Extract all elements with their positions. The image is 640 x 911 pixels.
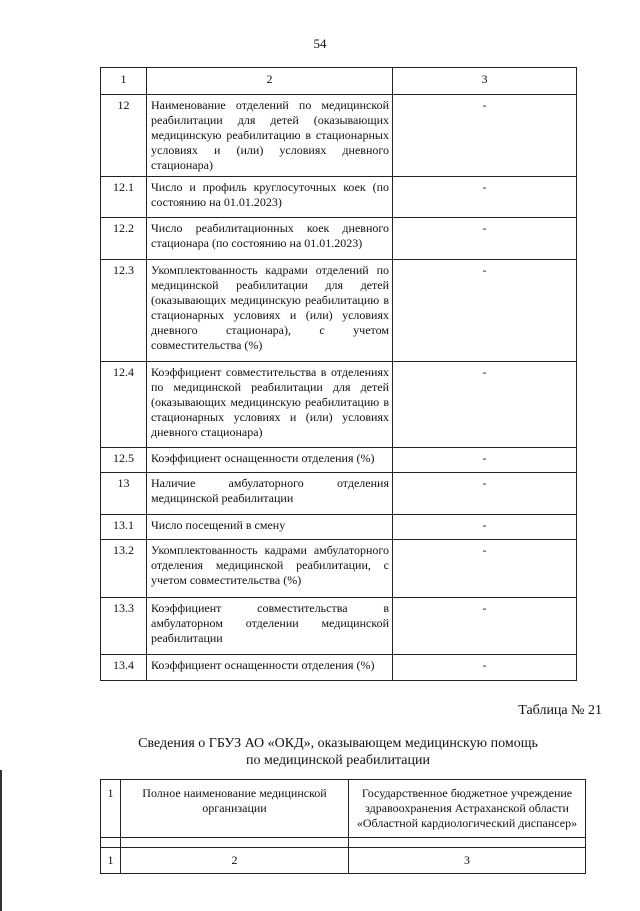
row-value: - (393, 448, 577, 473)
row-value: - (393, 260, 577, 362)
org-header-row (101, 780, 586, 838)
header-col-2: 2 (147, 68, 393, 95)
org-row-number: 1 (101, 780, 121, 838)
table-row (101, 448, 577, 473)
table-row (101, 655, 577, 681)
row-number: 13 (101, 473, 147, 515)
spacer-cell (101, 838, 121, 848)
table-row (101, 515, 577, 540)
table-header-row (101, 68, 577, 95)
table-row (101, 473, 577, 515)
org-col-number-1: 1 (101, 848, 121, 874)
row-value: - (393, 515, 577, 540)
row-number: 13.3 (101, 598, 147, 655)
table-row (101, 362, 577, 448)
organization-table (100, 779, 586, 874)
org-name-value: Государственное бюджетное учреждение здравоохранения Астраханской области «Областной кардиологический диспансер» (349, 780, 586, 838)
row-number: 12.2 (101, 218, 147, 260)
row-description: Число реабилитационных коек дневного стационара (по состоянию на 01.01.2023) (147, 218, 393, 260)
spacer-cell (121, 838, 349, 848)
row-number: 12.5 (101, 448, 147, 473)
row-description: Коэффициент оснащенности отделения (%) (147, 655, 393, 681)
row-description: Наличие амбулаторного отделения медицинской реабилитации (147, 473, 393, 515)
org-col-number-2: 2 (121, 848, 349, 874)
header-col-1: 1 (101, 68, 147, 95)
row-value: - (393, 177, 577, 218)
row-description: Число и профиль круглосуточных коек (по состоянию на 01.01.2023) (147, 177, 393, 218)
row-value: - (393, 655, 577, 681)
row-value: - (393, 598, 577, 655)
table-row (101, 598, 577, 655)
row-number: 12.3 (101, 260, 147, 362)
scan-edge-line (0, 770, 2, 911)
row-number: 12 (101, 95, 147, 177)
row-number: 12.4 (101, 362, 147, 448)
row-number: 12.1 (101, 177, 147, 218)
row-value: - (393, 473, 577, 515)
table-label: Таблица № 21 (518, 703, 602, 718)
table-row (101, 260, 577, 362)
row-description: Коэффициент оснащенности отделения (%) (147, 448, 393, 473)
section-title-line-1: Сведения о ГБУЗ АО «ОКД», оказывающем медицинскую помощь (138, 736, 538, 751)
table-row (101, 95, 577, 177)
page-number: 54 (313, 36, 327, 51)
org-numbers-row (101, 848, 586, 874)
medical-rehab-table (100, 67, 577, 681)
org-name-label: Полное наименование медицинской организации (121, 780, 349, 838)
row-value: - (393, 540, 577, 598)
row-description: Наименование отделений по медицинской реабилитации для детей (оказывающих медицинскую реабилитацию в стационарных условиях и (или) условиях дневного стационара) (147, 95, 393, 177)
row-number: 13.4 (101, 655, 147, 681)
section-title (100, 735, 576, 769)
row-description: Коэффициент совместительства в амбулаторном отделении медицинской реабилитации (147, 598, 393, 655)
row-value: - (393, 362, 577, 448)
row-number: 13.1 (101, 515, 147, 540)
row-value: - (393, 95, 577, 177)
row-value: - (393, 218, 577, 260)
table-row (101, 177, 577, 218)
row-description: Число посещений в смену (147, 515, 393, 540)
spacer-cell (349, 838, 586, 848)
section-title-line-2: по медицинской реабилитации (246, 753, 430, 768)
row-number: 13.2 (101, 540, 147, 598)
row-description: Укомплектованность кадрами амбулаторного отделения медицинской реабилитации, с учетом совместительства (%) (147, 540, 393, 598)
row-description: Коэффициент совместительства в отделениях по медицинской реабилитации для детей (оказывающих медицинскую реабилитацию в стационарных условиях и (или) условиях дневного стационара) (147, 362, 393, 448)
header-col-3: 3 (393, 68, 577, 95)
org-spacer-row (101, 838, 586, 848)
row-description: Укомплектованность кадрами отделений по медицинской реабилитации для детей (оказывающих медицинскую реабилитацию в стационарных условиях и (или) условиях дневного стационара), с учетом совместительства (%) (147, 260, 393, 362)
table-row (101, 540, 577, 598)
table-row (101, 218, 577, 260)
org-col-number-3: 3 (349, 848, 586, 874)
